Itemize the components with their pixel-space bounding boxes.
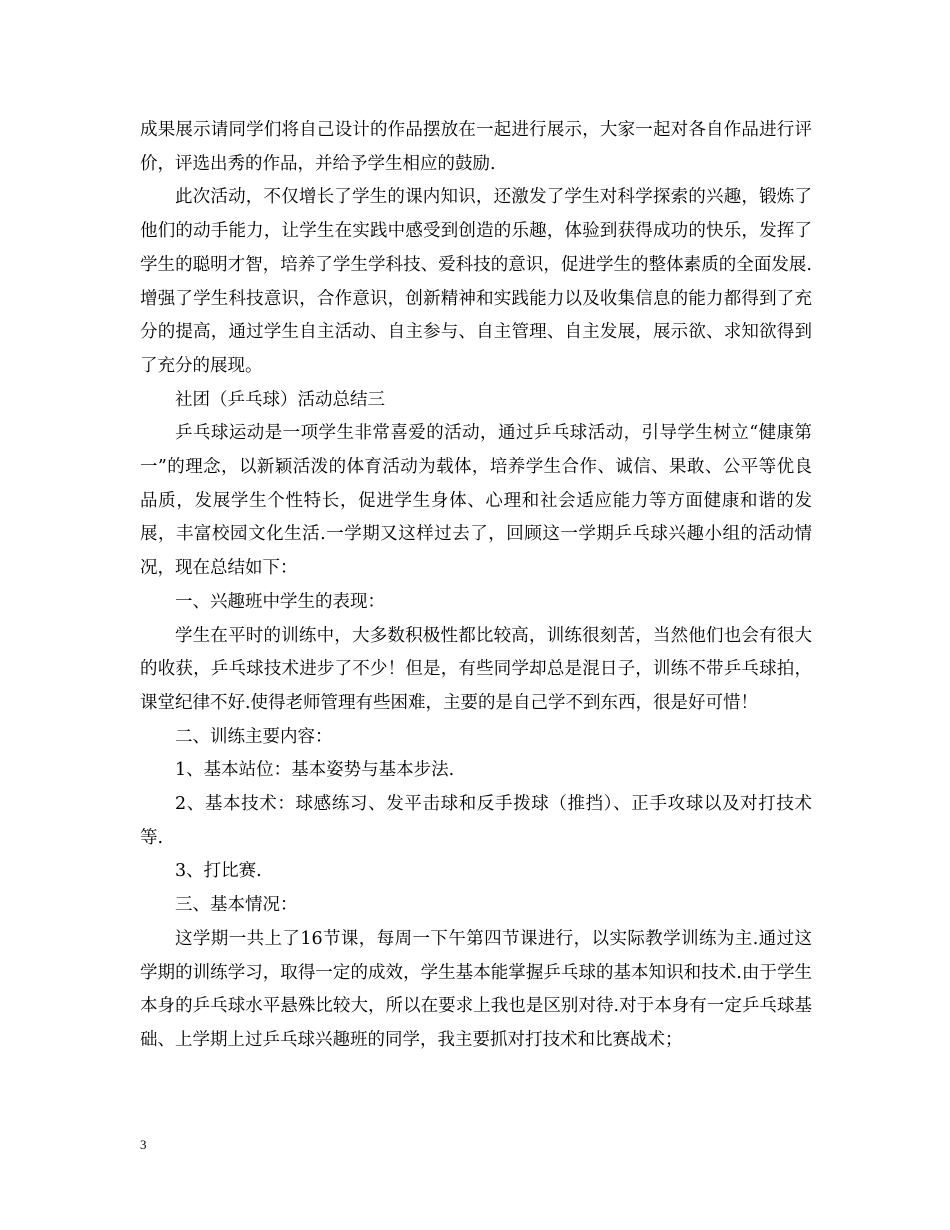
paragraph: 成果展示请同学们将自己设计的作品摆放在一起进行展示，大家一起对各自作品进行评价，评选出秀的作品，并给予学生相应的鼓励. (140, 120, 812, 174)
paragraph: 这学期一共上了16节课，每周一下午第四节课进行，以实际教学训练为主.通过这学期的训练学习，取得一定的成效，学生基本能掌握乒乓球的基本知识和技术.由于学生本身的乒乓球水平悬殊比较大，所以在要求上我也是区别对待.对于本身有一定乒乓球基础、上学期上过乒乓球兴趣班的同学，我主要抓对打技术和比赛战术； (140, 928, 812, 1050)
paragraph: 乒乓球运动是一项学生非常喜爱的活动，通过乒乓球活动，引导学生树立“健康第一”的理念，以新颖活泼的体育活动为载体，培养学生合作、诚信、果敢、公平等优良品质，发展学生个性特长，促进学生身体、心理和社会适应能力等方面健康和谐的发展，丰富校园文化生活.一学期又这样过去了，回顾这一学期乒乓球兴趣小组的活动情况，现在总结如下： (140, 423, 812, 579)
page-number: 3 (140, 1137, 147, 1152)
list-item: 3、打比赛. (175, 861, 262, 882)
paragraph: 学生在平时的训练中，大多数积极性都比较高，训练很刻苦，当然他们也会有很大的收获，乒乓球技术进步了不少！但是，有些同学却总是混日子，训练不带乒乓球拍，课堂纪律不好.使得老师管理有些困难，主要的是自己学不到东西，很是好可惜！ (140, 625, 812, 713)
paragraph: 此次活动，不仅增长了学生的课内知识，还激发了学生对科学探索的兴趣，锻炼了他们的动手能力，让学生在实践中感受到创造的乐趣，体验到获得成功的快乐，发挥了学生的聪明才智，培养了学生学科技、爱科技的意识，促进学生的整体素质的全面发展.增强了学生科技意识，合作意识，创新精神和实践能力以及收集信息的能力都得到了充分的提高，通过学生自主活动、自主参与、自主管理、自主发展，展示欲、求知欲得到了充分的展现。 (140, 187, 812, 376)
subheading: 一、兴趣班中学生的表现： (175, 591, 385, 612)
subheading: 二、训练主要内容： (175, 726, 333, 747)
section-heading: 社团（乒乓球）活动总结三 (175, 389, 385, 410)
subheading: 三、基本情况： (175, 895, 298, 916)
list-item: 1、基本站位：基本姿势与基本步法. (175, 760, 455, 781)
list-item: 2、基本技术：球感练习、发平击球和反手拨球（推挡）、正手攻球以及对打技术等. (140, 794, 812, 848)
document-body (140, 114, 812, 1058)
